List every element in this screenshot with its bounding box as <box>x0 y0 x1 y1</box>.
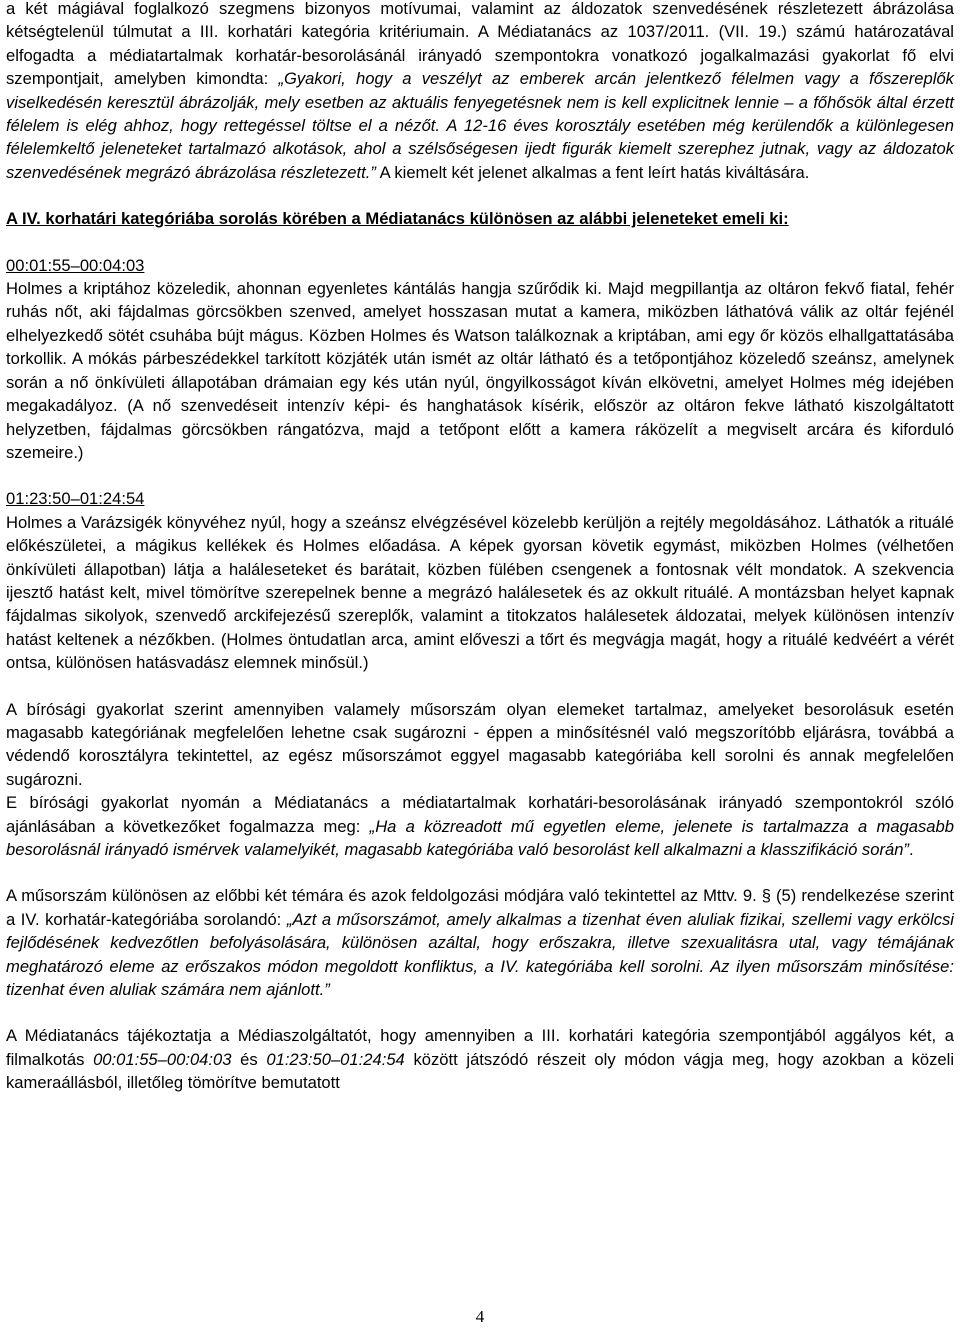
quote-mttv: „Azt a műsorszámot, amely alkalmas a tizenhat éven aluliak fizikai, szellemi vagy erkölcsi fejlődésének kedvezőtlen befolyásolására, különösen azáltal, hogy erőszakra, illetve szexualitásra utal, vagy témájának meghatározó eleme az erőszakos módon megoldott konfliktus, a IV. kategóriába kell sorolni. Az ilyen műsorszám minősítése: tizenhat éven aluliak számára nem ajánlott.” <box>6 909 954 1000</box>
paragraph-notice-rest: között játszódó részeit oly módon vágja meg, hogy azokban a közeli kameraállásból, illetőleg tömörítve bemutatott <box>6 1049 955 1093</box>
notice-timestamp-1: 00:01:55–00:04:03 <box>93 1049 232 1069</box>
page-content <box>6 0 954 1095</box>
scene-1-timestamp: 00:01:55–00:04:03 <box>6 255 145 275</box>
paragraph-court-practice: A bírósági gyakorlat szerint amennyiben valamely műsorszám olyan elemeket tartalmaz, amelyeket besorolásuk esetén magasabb kategóriának megfelelően lehetne csak sugározni - éppen a minősítésnél való megszorítóbb eljárásra, továbbá a védendő korosztályra tekintettel, az egész műsorszámot eggyel magasabb kategóriába kell sorolni és annak megfelelően sugározni. <box>6 699 954 789</box>
scene-1-description: Holmes a kriptához közeledik, ahonnan egyenletes kántálás hangja szűrődik ki. Majd megpillantja az oltáron fekvő fiatal, fehér ruhás nőt, aki fájdalmas görcsökben szenved, amelyet hosszasan mutat a kamera, miközben láthatóvá válik az oltár fejénél elhelyezkedő sötét csuhába bújt mágus. Közben Holmes és Watson találkoznak a kriptában, ami egy őr közös elhallgattatásába torkollik. A mókás párbeszédekkel tarkított közjáték után ismét az oltár látható és a tetőpontjához közeledő szeánsz, amelynek során a nő önkívületi állapotában drámaian egy kés után nyúl, öngyilkosságot kíván elkövetni, amelyet Holmes még idejében megakadályoz. (A nő szenvedéseit intenzív képi- és hanghatások kísérik, először az oltáron fekve látható kiszolgáltatott helyzetben, fájdalmas görcsökben rángatózva, majd a tetőpont előtt a kamera ráközelít a megviselt arcára és kiforduló szemeire.) <box>6 279 954 462</box>
paragraph-mttv <box>6 884 954 1001</box>
paragraph-recommendation-text: E bírósági gyakorlat nyomán a Médiatanács a médiatartalmak korhatári-besorolásának irányadó szempontokról szóló ajánlásában a következőket fogalmazza meg: <box>6 793 954 836</box>
quote-guideline: „Gyakori, hogy a veszélyt az emberek arcán jelentkező félelmen vagy a főszereplők viselkedésén keresztül ábrázolják, mely esetben az aktuális fenyegetésnek nem is kell explicitnek lennie – a főhősök által érzett félelem is elég ahhoz, hogy rettegéssel töltse el a nézőt. A 12-16 éves korosztály esetében még kerülendők a különlegesen félelemkeltő jeleneteket tartalmazó alkotások, ahol a szélsőségesen ijedt figurák kiemelt szerephez jutnak, vagy az áldozatok szenvedésének megrázó ábrázolása részletezett.” <box>6 69 954 182</box>
paragraph-intro-text: a két mágiával foglalkozó szegmens bizonyos motívumai, valamint az áldozatok szenvedésének részletezett ábrázolása kétségtelenül túlmutat a III. korhatári kategória kritériumain. A Médiatanács az 1037/2011. (VII. 19.) számú határozatával elfogadta a médiatartalmak korhatár-besorolásánál irányadó szempontokra vonatkozó jogalkalmazási gyakorlat fő elvi szempontjait, amelyben kimondta: <box>6 0 954 89</box>
page-number: 4 <box>475 1307 485 1326</box>
paragraph-notice <box>6 1024 954 1094</box>
paragraph-intro <box>6 0 954 184</box>
paragraph-intro-conclusion: A kiemelt két jelenet alkalmas a fent leírt hatás kiváltására. <box>375 162 810 182</box>
paragraph-recommendation <box>6 791 954 861</box>
notice-conjunction: és <box>231 1049 267 1069</box>
paragraph-mttv-text: A műsorszám különösen az előbbi két témára és azok feldolgozási módjára való tekintettel az Mttv. 9. § (5) rendelkezése szerint a IV. korhatár-kategóriába sorolandó: <box>6 886 954 929</box>
scene-2-timestamp: 01:23:50–01:24:54 <box>6 489 145 509</box>
section-heading: A IV. korhatári kategóriába sorolás körében a Médiatanács különösen az alábbi jeleneteket emeli ki: <box>6 209 789 229</box>
notice-timestamp-2: 01:23:50–01:24:54 <box>266 1049 405 1069</box>
quote-recommendation: „Ha a közreadott mű egyetlen eleme, jelenete is tartalmazza a magasabb besorolásnál irányadó ismérvek valamelyikét, magasabb kategóriába való besorolást kell alkalmazni a klasszifikáció során” <box>6 816 954 859</box>
scene-2-description: Holmes a Varázsigék könyvéhez nyúl, hogy a szeánsz elvégzésével közelebb kerüljön a rejtély megoldásához. Láthatók a rituálé előkészületei, a mágikus kellékek és Holmes előadása. A képek gyorsan követik egymást, miközben Holmes (vélhetően önkívületi állapotban) látja a haláleseteket és barátait, közben fülében csengenek a fontosnak vélt mondatok. A szekvencia ijesztő hatást kelt, mivel tömörítve szerepelnek benne a megrázó halálesetek és az okkult rituálé. A montázsban helyet kapnak fájdalmas sikolyok, szenvedő arckifejezésű szereplők, valamint a titokzatos halálesetek áldozatai, melyek különösen intenzív hatást keltenek a nézőkben. (Holmes öntudatlan arca, amint előveszi a tőrt és megvágja magát, hogy a rituálé kedvéért a vérét ontsa, különösen hatásvadász elemnek minősül.) <box>6 512 954 673</box>
paragraph-recommendation-end: . <box>908 840 914 859</box>
paragraph-notice-text: A Médiatanács tájékoztatja a Médiaszolgáltatót, hogy amennyiben a III. korhatári kategória szempontjából aggályos két, a filmalkotás <box>6 1026 954 1069</box>
